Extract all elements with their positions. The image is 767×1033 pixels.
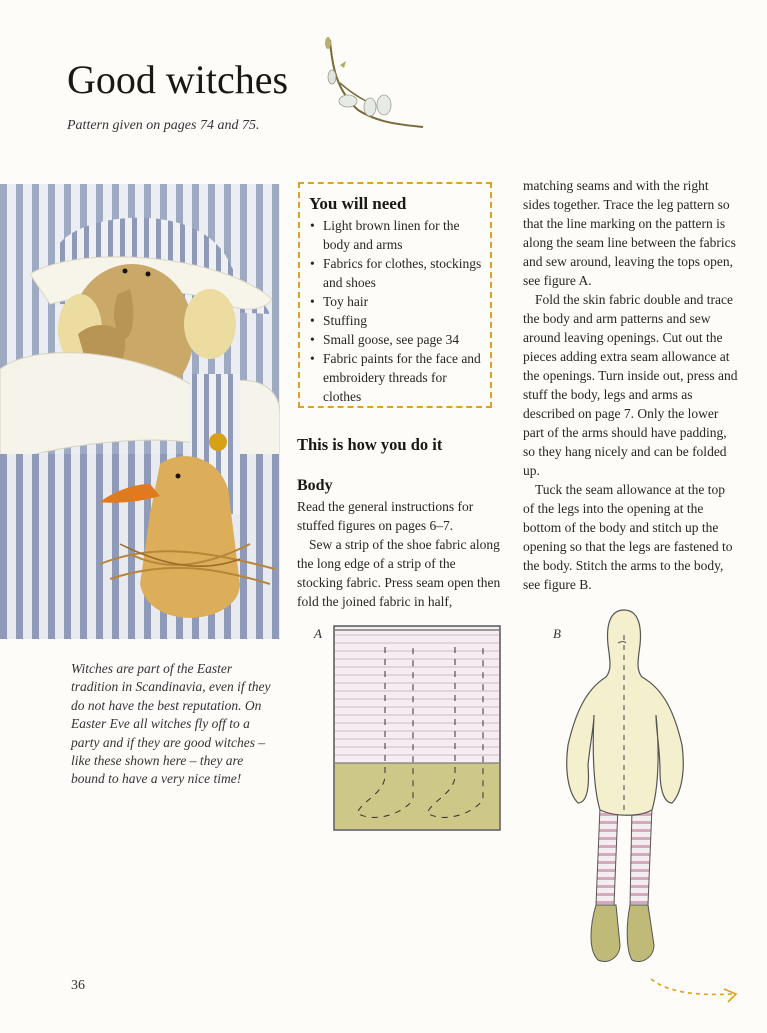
instruction-paragraph: Sew a strip of the shoe fabric along the long edge of a strip of the stocking fabric. Press seam open then fold the joined fabric in half, bbox=[297, 537, 501, 609]
materials-item: • Light brown linen for the body and arms bbox=[309, 216, 482, 254]
witch-doll-photo bbox=[0, 184, 280, 639]
instruction-paragraph: Tuck the seam allowance at the top of the legs into the opening at the bottom of the body and stitch up the opening so that the legs are fastened to the body. Stitch the arms to the body, see figure B. bbox=[523, 482, 733, 592]
materials-item: • Fabric paints for the face and embroidery threads for clothes bbox=[309, 349, 482, 406]
materials-item: • Stuffing bbox=[309, 311, 482, 330]
materials-title: You will need bbox=[309, 194, 407, 213]
instruction-paragraph: matching seams and with the right sides together. Trace the leg pattern so that the line marking on the pattern is along the seam line between the fabrics and sew around, leaving the tops open, see figure A. bbox=[523, 178, 736, 288]
materials-box bbox=[298, 182, 492, 408]
instruction-paragraph: Read the general instructions for stuffed figures on pages 6–7. bbox=[297, 499, 474, 533]
instructions-column-left bbox=[297, 435, 502, 611]
materials-item: • Small goose, see page 34 bbox=[309, 330, 482, 349]
figure-a-leg-pattern bbox=[333, 625, 501, 831]
materials-item: • Toy hair bbox=[309, 292, 482, 311]
next-page-arrow-icon bbox=[648, 976, 740, 1004]
instructions-column-right bbox=[523, 176, 738, 594]
materials-list bbox=[309, 216, 482, 406]
pattern-reference: Pattern given on pages 74 and 75. bbox=[67, 118, 260, 133]
page-title: Good witches bbox=[67, 57, 289, 102]
body-section-heading: Body bbox=[297, 477, 333, 494]
figure-b-doll-body bbox=[560, 605, 690, 975]
photo-caption: Witches are part of the Easter tradition in Scandinavia, even if they do not have the best reputation. On Easter Eve all witches fly off to a party and if they are good witches – like these shown here – they are bound to have a very nice time! bbox=[71, 661, 271, 787]
instruction-paragraph: Fold the skin fabric double and trace the body and arm patterns and sew around leaving openings. Cut out the pieces adding extra seam allowance at the openings. Turn inside out, press and stuff the body, legs and arms as described on page 7. Only the lower part of the arms should have padding, so they hang nicely and can be folded up. bbox=[523, 292, 738, 478]
instructions-heading: This is how you do it bbox=[297, 435, 443, 454]
materials-item: • Fabrics for clothes, stockings and shoes bbox=[309, 254, 482, 292]
figure-a-label: A bbox=[314, 626, 322, 641]
pussy-willow-sprig-icon bbox=[318, 35, 428, 130]
page-number: 36 bbox=[71, 978, 85, 993]
figure-b-label: B bbox=[553, 626, 561, 641]
